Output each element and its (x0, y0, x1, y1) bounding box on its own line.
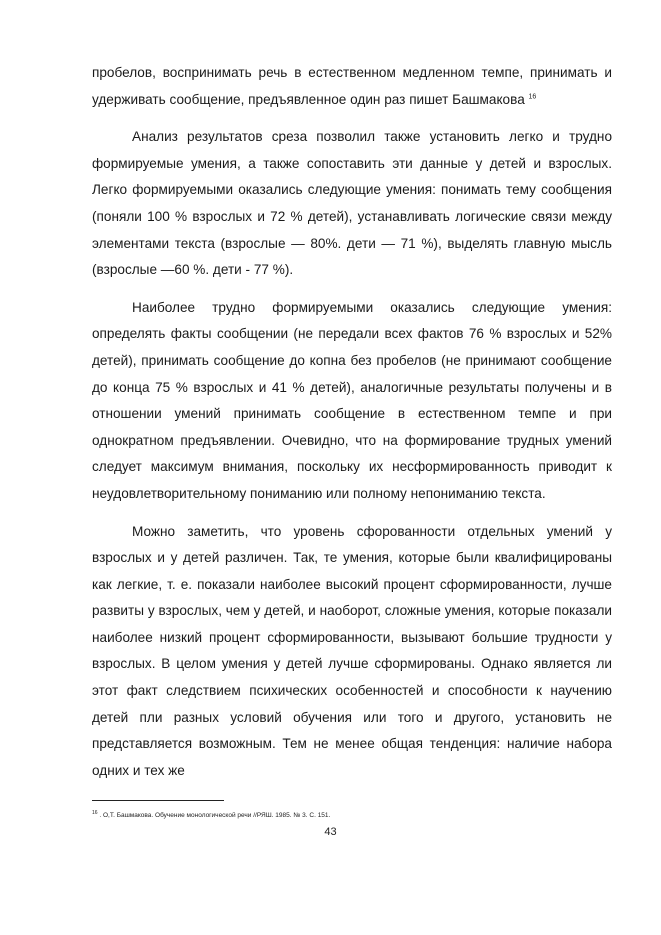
body-text (92, 60, 612, 784)
paragraph-2: Анализ результатов среза позволил также установить легко и трудно формируемые умения, а также сопоставить эти данные у детей и взрослых. Легко формируемыми оказались следующие умения: понимать тему сообщения (поняли 100 % взрослых и 72 % детей), устанавливать логические связи между элементами текста (взрослые — 80%. дети — 71 %), выделять главную мысль (взрослые —60 %. дети - 77 %). (92, 129, 612, 278)
page-number: 43 (324, 826, 337, 838)
footnote-marker: 16 (92, 809, 98, 816)
paragraph-1-text: пробелов, воспринимать речь в естественном медленном темпе, принимать и удерживать сообщение, предъявленное один раз пишет Башмакова (92, 65, 612, 107)
footnote-reference[interactable]: 16 (528, 93, 537, 101)
paragraph-4: Можно заметить, что уровень сфорованности отдельных умений у взрослых и у детей различен. Так, те умения, которые были квалифицированы как легкие, т. е. показали наиболее высокий процент сформированности, лучше развиты у взрослых, чем у детей, и наоборот, сложные умения, которые показали наиболее низкий процент сформированности, вызывают большие трудности у взрослых. В целом умения у детей лучше сформированы. Однако является ли этот факт следствием психических особенностей и способности к научению детей пли разных условий обучения или того и другого, установить не представляется возможным. Тем не менее общая тенденция: наличие набора одних и тех же (92, 523, 612, 778)
footnote (92, 810, 612, 822)
paragraph-3: Наиболее трудно формируемыми оказались следующие умения: определять факты сообщении (не передали всех фактов 76 % взрослых и 52% детей), принимать сообщение до копна без пробелов (не принимают сообщение до конца 75 % взрослых и 41 % детей), аналогичные результаты получены и в отношении умений принимать сообщение в естественном темпе и при однократном предъявлении. Очевидно, что на формирование трудных умений следует максимум внимания, поскольку их несформированность приводит к неудовлетворительному пониманию или полному непониманию текста. (92, 299, 612, 501)
footnote-divider (92, 800, 224, 801)
paragraph-1 (92, 60, 612, 113)
footnote-text: . О,Т. Башмакова. Обучение монологической речи //РЯШ. 1985. № 3. С. 151. (99, 812, 331, 819)
